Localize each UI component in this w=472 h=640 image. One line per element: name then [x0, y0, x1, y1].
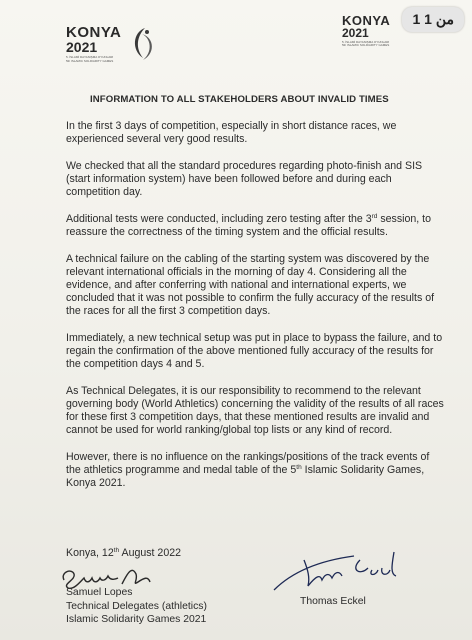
paragraph: We checked that all the standard procedures regarding photo-finish and SIS (start information system) have been followed before and during each competition day. [66, 160, 423, 198]
paragraph: In the first 3 days of competition, especially in short distance races, we experienced several very good results. [66, 120, 397, 145]
page-count-badge: 1 من 1 [402, 7, 464, 32]
konya-2021-logo-left [66, 24, 159, 64]
konya-2021-logo-right [342, 14, 390, 48]
logo-subtitle: 5. İSLAMİ DAYANIŞMA OYUNLARI 5th ISLAMIC SOLIDARITY GAMES [342, 40, 390, 48]
signer-left-block [66, 586, 207, 627]
logo-name: KONYA [342, 13, 391, 28]
crescent-emblem-icon [125, 24, 159, 64]
document-body [66, 120, 446, 504]
logo-year: 2021 [342, 26, 369, 40]
document-date: Konya, 12th August 2022 [66, 547, 181, 559]
paragraph: Immediately, a new technical setup was put in place to bypass the failure, and to regain the confirmation of the above mentioned fully accuracy of the results for the competition days 4 and 5. [66, 332, 443, 370]
signer-name: Samuel Lopes [66, 587, 133, 598]
paragraph: However, there is no influence on the rankings/positions of the track events of the athletics programme and medal table of the 5th Islamic Solidarity Games, Konya 2021. [66, 451, 430, 489]
logo-year: 2021 [66, 39, 98, 56]
signer-right-name: Thomas Eckel [300, 596, 366, 607]
paragraph: As Technical Delegates, it is our responsibility to recommend to the relevant governing body (World Athletics) concerning the validity of the results of all races for these first 3 competition days, that these mentioned results are invalid and cannot be used for world ranking/global top lists or any kind of record. [66, 385, 444, 436]
signer-organization: Islamic Solidarity Games 2021 [66, 614, 207, 625]
paragraph: A technical failure on the cabling of the starting system was discovered by the relevant international officials in the morning of day 4. Considering all the evidence, and after conferring with national and international experts, we concluded that it was not possible to confirm the fully accuracy of the results of the races for all the first 3 competition days. [66, 253, 435, 317]
signature-thomas-eckel [264, 540, 414, 600]
logo-name: KONYA [66, 24, 122, 42]
document-title: INFORMATION TO ALL STAKEHOLDERS ABOUT INVALID TIMES [90, 94, 389, 105]
logo-subtitle: 5. İSLAMİ DAYANIŞMA OYUNLARI 5th ISLAMIC SOLIDARITY GAMES [66, 55, 114, 63]
paragraph: Additional tests were conducted, including zero testing after the 3rd session, to reassure the correctness of the timing system and the official results. [66, 213, 432, 238]
signer-role: Technical Delegates (athletics) [66, 600, 207, 612]
